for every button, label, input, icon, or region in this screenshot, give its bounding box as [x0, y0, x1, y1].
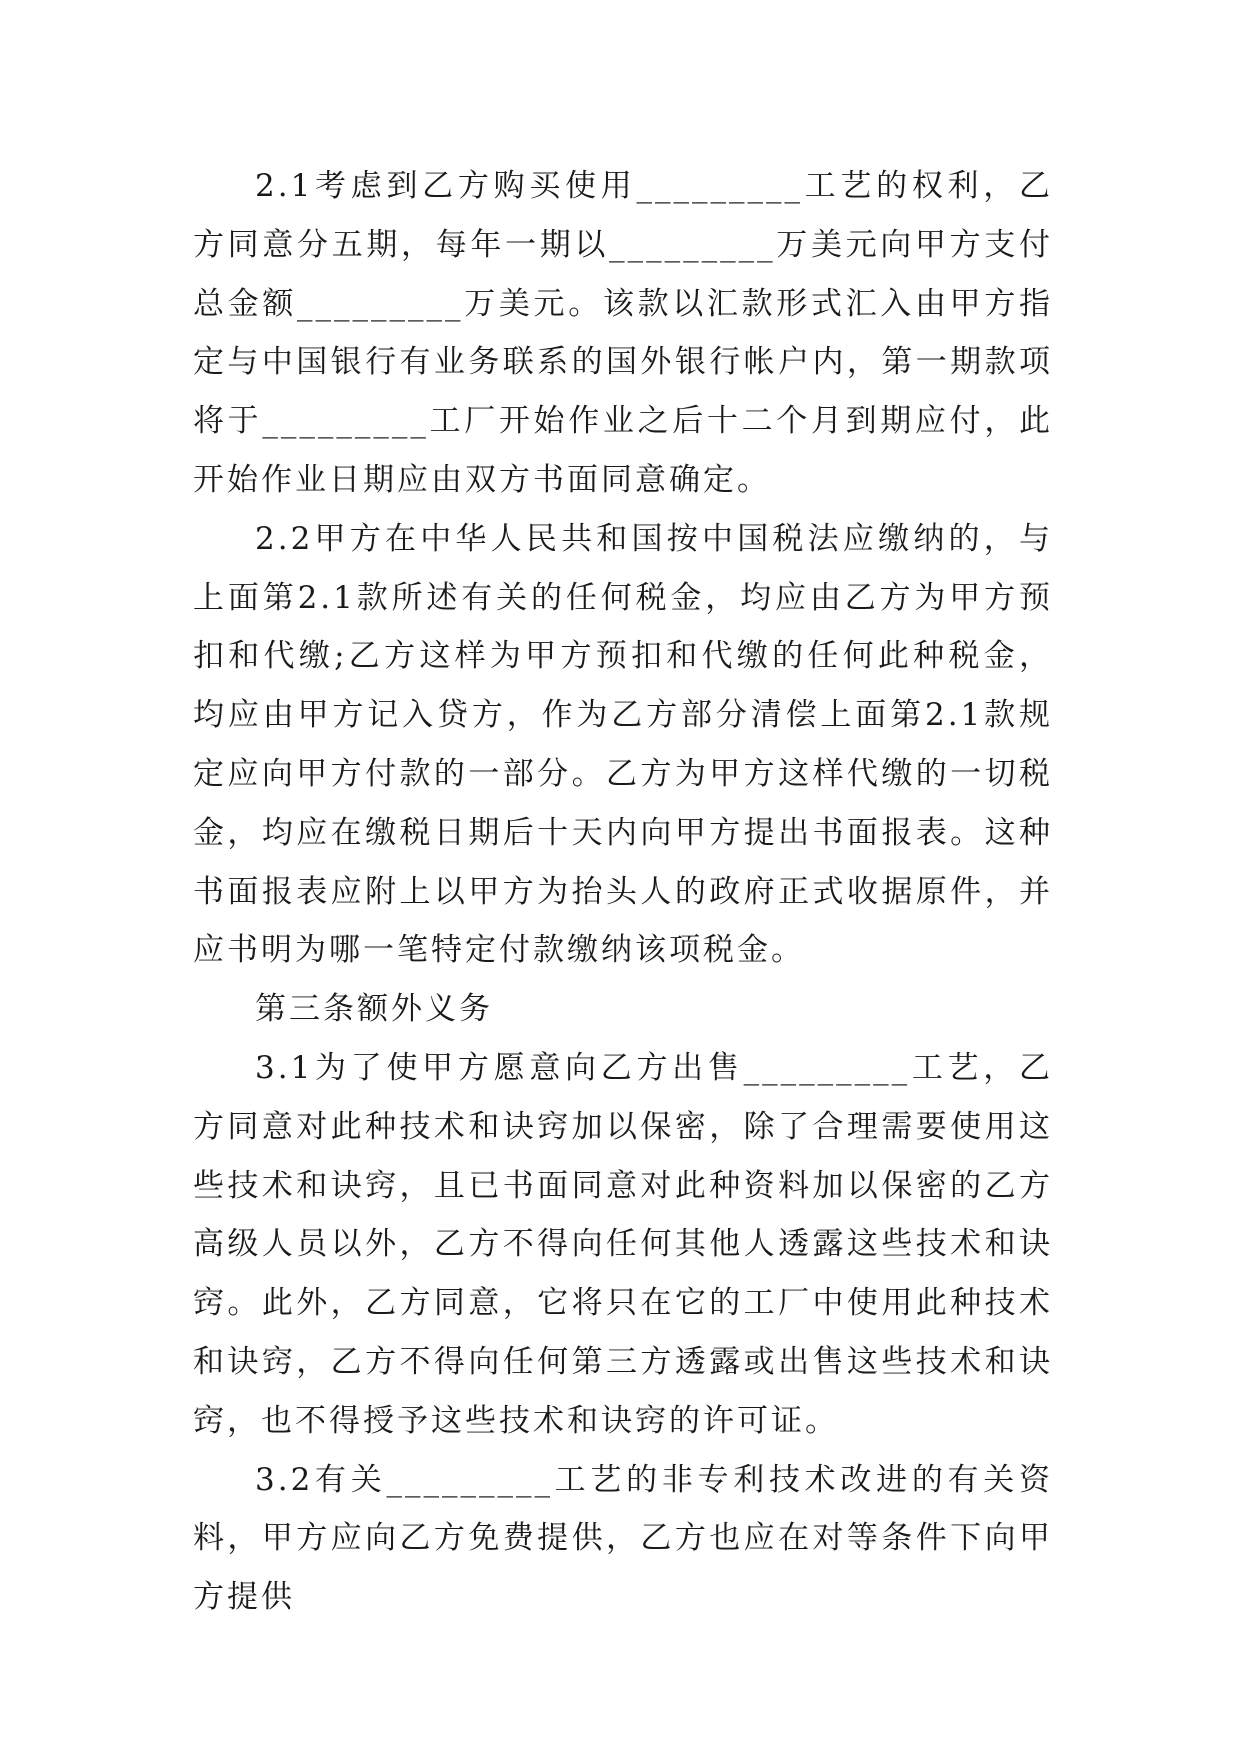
article-3-heading: 第三条额外义务 — [255, 991, 493, 1028]
paragraph-2-2: 2.2甲方在中华人民共和国按中国税法应缴纳的，与上面第2.1款所述有关的任何税金，均应由乙方为甲方预扣和代缴;乙方这样为甲方预扣和代缴的任何此种税金，均应由甲方记入贷方，作为乙方部分清偿上面第2.1款规定应向甲方付款的一部分。乙方为甲方这样代缴的一切税金，均应在缴税日期后十天内向甲方提出书面报表。这种书面报表应附上以甲方为抬头人的政府正式收据原件，并应书明为哪一笔特定付款缴纳该项税金。 — [193, 520, 1053, 969]
document-body — [193, 157, 1053, 1627]
paragraph-2-1: 2.1考虑到乙方购买使用_________工艺的权利，乙方同意分五期，每年一期以_________万美元向甲方支付总金额_________万美元。该款以汇款形式汇入由甲方指定与中国银行有业务联系的国外银行帐户内，第一期款项将于_________工厂开始作业之后十二个月到期应付，此开始作业日期应由双方书面同意确定。 — [193, 168, 1053, 498]
paragraph-3-2: 3.2有关_________工艺的非专利技术改进的有关资料，甲方应向乙方免费提供，乙方也应在对等条件下向甲方提供 — [193, 1461, 1053, 1616]
paragraph-3-1: 3.1为了使甲方愿意向乙方出售_________工艺，乙方同意对此种技术和诀窍加以保密，除了合理需要使用这些技术和诀窍，且已书面同意对此种资料加以保密的乙方高级人员以外，乙方不得向任何其他人透露这些技术和诀窍。此外，乙方同意，它将只在它的工厂中使用此种技术和诀窍，乙方不得向任何第三方透露或出售这些技术和诀窍，也不得授予这些技术和诀窍的许可证。 — [193, 1049, 1053, 1439]
